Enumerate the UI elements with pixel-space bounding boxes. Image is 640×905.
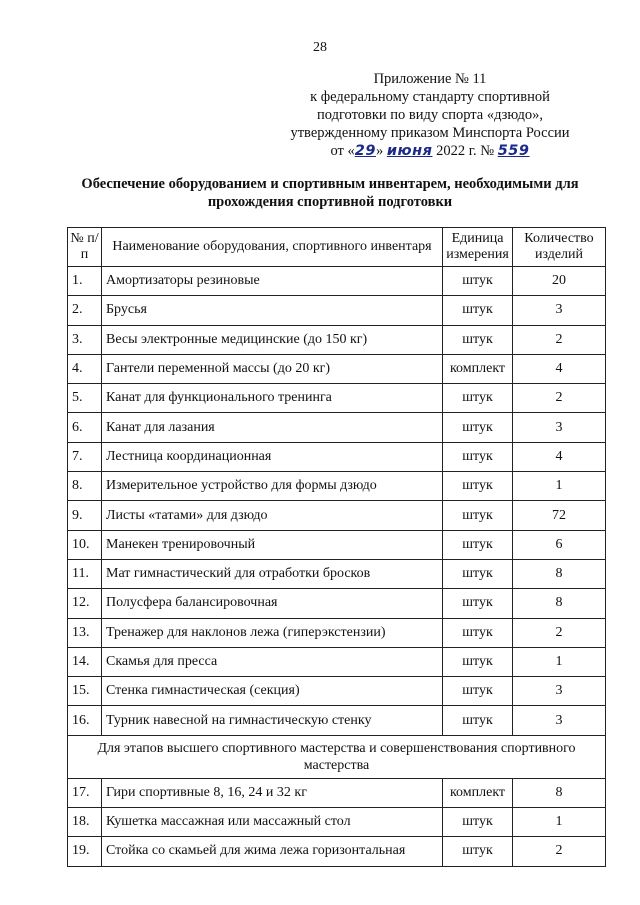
date-mid: » xyxy=(375,143,384,159)
cell-name: Весы электронные медицинские (до 150 кг) xyxy=(102,325,443,354)
cell-name: Листы «татами» для дзюдо xyxy=(102,501,443,530)
cell-num: 3. xyxy=(68,325,102,354)
table-row xyxy=(68,808,606,837)
cell-unit: штук xyxy=(443,706,513,735)
cell-qty: 3 xyxy=(513,706,606,735)
cell-qty: 20 xyxy=(513,267,606,296)
cell-num: 14. xyxy=(68,647,102,676)
cell-qty: 2 xyxy=(513,837,606,866)
appendix-line-1: Приложение № 11 xyxy=(373,71,487,87)
cell-num: 8. xyxy=(68,472,102,501)
cell-num: 4. xyxy=(68,354,102,383)
cell-name: Тренажер для наклонов лежа (гиперэкстензии) xyxy=(102,618,443,647)
cell-qty: 3 xyxy=(513,296,606,325)
header-unit: Единица измерения xyxy=(443,228,513,267)
cell-num: 11. xyxy=(68,559,102,588)
cell-name: Манекен тренировочный xyxy=(102,530,443,559)
table-header-row xyxy=(68,228,606,267)
cell-unit: штук xyxy=(443,442,513,471)
cell-num: 15. xyxy=(68,677,102,706)
cell-name: Канат для лазания xyxy=(102,413,443,442)
cell-name: Лестница координационная xyxy=(102,442,443,471)
header-qty: Количество изделий xyxy=(513,228,606,267)
cell-qty: 8 xyxy=(513,778,606,807)
cell-qty: 2 xyxy=(513,384,606,413)
table-row xyxy=(68,677,606,706)
cell-num: 6. xyxy=(68,413,102,442)
cell-name: Гантели переменной массы (до 20 кг) xyxy=(102,354,443,383)
cell-qty: 3 xyxy=(513,677,606,706)
cell-num: 18. xyxy=(68,808,102,837)
cell-unit: штук xyxy=(443,384,513,413)
cell-qty: 1 xyxy=(513,472,606,501)
table-row xyxy=(68,413,606,442)
cell-unit: штук xyxy=(443,677,513,706)
cell-qty: 2 xyxy=(513,618,606,647)
header-num: № п/п xyxy=(68,228,102,267)
table-row xyxy=(68,618,606,647)
cell-unit: штук xyxy=(443,472,513,501)
cell-qty: 4 xyxy=(513,442,606,471)
cell-unit: штук xyxy=(443,501,513,530)
cell-qty: 4 xyxy=(513,354,606,383)
cell-qty: 3 xyxy=(513,413,606,442)
cell-name: Стенка гимнастическая (секция) xyxy=(102,677,443,706)
cell-qty: 1 xyxy=(513,808,606,837)
cell-unit: комплект xyxy=(443,354,513,383)
cell-num: 9. xyxy=(68,501,102,530)
cell-name: Амортизаторы резиновые xyxy=(102,267,443,296)
date-prefix: от « xyxy=(330,143,355,159)
table-row xyxy=(68,267,606,296)
cell-num: 5. xyxy=(68,384,102,413)
table-row xyxy=(68,837,606,866)
cell-name: Измерительное устройство для формы дзюдо xyxy=(102,472,443,501)
cell-unit: штук xyxy=(443,589,513,618)
table-row xyxy=(68,647,606,676)
appendix-line-4: утвержденному приказом Минспорта России xyxy=(290,125,570,141)
cell-name: Стойка со скамьей для жима лежа горизонтальная xyxy=(102,837,443,866)
cell-qty: 72 xyxy=(513,501,606,530)
cell-name: Кушетка массажная или массажный стол xyxy=(102,808,443,837)
cell-unit: штук xyxy=(443,808,513,837)
cell-qty: 6 xyxy=(513,530,606,559)
cell-num: 16. xyxy=(68,706,102,735)
header-name: Наименование оборудования, спортивного инвентаря xyxy=(102,228,443,267)
cell-num: 12. xyxy=(68,589,102,618)
cell-num: 7. xyxy=(68,442,102,471)
cell-num: 1. xyxy=(68,267,102,296)
section-row xyxy=(68,735,606,778)
cell-unit: штук xyxy=(443,296,513,325)
table-row xyxy=(68,384,606,413)
cell-num: 13. xyxy=(68,618,102,647)
date-month-handwritten: июня xyxy=(386,143,433,159)
date-year: 2022 г. № xyxy=(432,143,498,159)
order-number-handwritten: 559 xyxy=(497,143,530,159)
table-row xyxy=(68,501,606,530)
cell-qty: 2 xyxy=(513,325,606,354)
cell-qty: 8 xyxy=(513,559,606,588)
cell-name: Скамья для пресса xyxy=(102,647,443,676)
cell-name: Канат для функционального тренинга xyxy=(102,384,443,413)
cell-name: Турник навесной на гимнастическую стенку xyxy=(102,706,443,735)
cell-unit: штук xyxy=(443,647,513,676)
table-row xyxy=(68,706,606,735)
document-title: Обеспечение оборудованием и спортивным инвентарем, необходимыми для прохождения спортивной подготовки xyxy=(81,176,579,210)
cell-qty: 1 xyxy=(513,647,606,676)
cell-name: Гири спортивные 8, 16, 24 и 32 кг xyxy=(102,778,443,807)
table-row xyxy=(68,442,606,471)
appendix-date-line xyxy=(280,142,580,160)
table-row xyxy=(68,354,606,383)
table-row xyxy=(68,530,606,559)
cell-unit: штук xyxy=(443,325,513,354)
cell-name: Полусфера балансировочная xyxy=(102,589,443,618)
cell-num: 17. xyxy=(68,778,102,807)
table-row xyxy=(68,296,606,325)
appendix-line-3: подготовки по виду спорта «дзюдо», xyxy=(317,107,543,123)
cell-unit: штук xyxy=(443,837,513,866)
cell-num: 2. xyxy=(68,296,102,325)
cell-unit: штук xyxy=(443,559,513,588)
table-row xyxy=(68,559,606,588)
cell-unit: штук xyxy=(443,530,513,559)
cell-name: Мат гимнастический для отработки бросков xyxy=(102,559,443,588)
cell-unit: штук xyxy=(443,267,513,296)
appendix-line-2: к федеральному стандарту спортивной xyxy=(310,89,550,105)
cell-unit: штук xyxy=(443,413,513,442)
table-row xyxy=(68,325,606,354)
appendix-header xyxy=(280,70,580,160)
table-row xyxy=(68,778,606,807)
cell-qty: 8 xyxy=(513,589,606,618)
cell-num: 10. xyxy=(68,530,102,559)
cell-name: Брусья xyxy=(102,296,443,325)
cell-unit: штук xyxy=(443,618,513,647)
equipment-table xyxy=(67,227,606,867)
cell-num: 19. xyxy=(68,837,102,866)
table-row xyxy=(68,472,606,501)
cell-unit: комплект xyxy=(443,778,513,807)
section-title: Для этапов высшего спортивного мастерства и совершенствования спортивного мастерства xyxy=(68,735,606,778)
page-number: 28 xyxy=(313,40,327,55)
table-row xyxy=(68,589,606,618)
date-day-handwritten: 29 xyxy=(354,143,376,159)
